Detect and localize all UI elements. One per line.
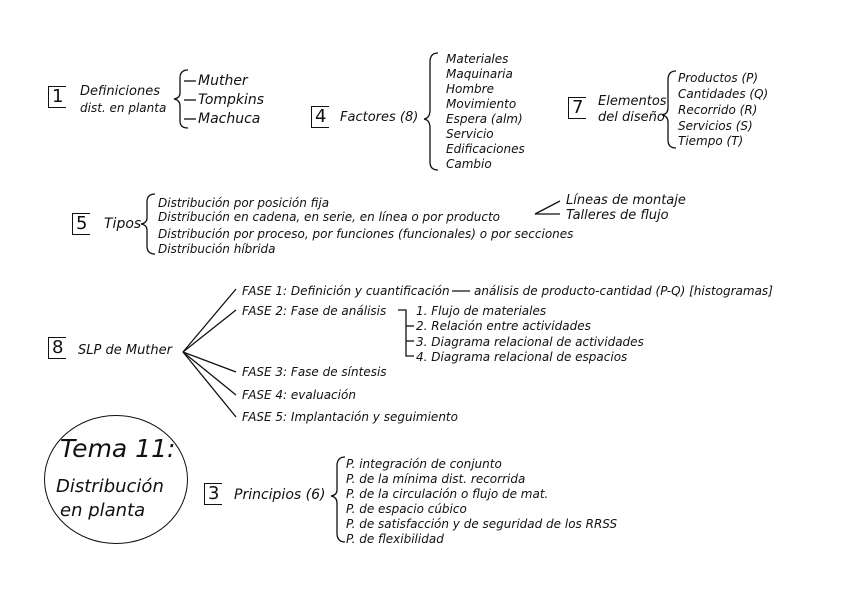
node-3-item: P. de satisfacción y de seguridad de los RRSS [346,517,618,531]
central-topic-title: Tema 11: [60,434,176,463]
node-5-subitem: Talleres de flujo [566,208,669,223]
node-3-label: Principios (6) [234,487,326,503]
central-topic-subtitle-1: Distribución [56,476,164,497]
fase-item: FASE 4: evaluación [242,388,356,402]
node-3-number: 3 [204,483,222,505]
central-topic-subtitle-2: en planta [60,500,146,521]
node-1-number: 1 [48,86,66,108]
fase-item: FASE 3: Fase de síntesis [242,365,387,379]
fase-2-item: 2. Relación entre actividades [416,319,591,333]
node-8-label: SLP de Muther [78,343,172,358]
node-4-item: Materiales [446,52,509,66]
node-1-label-2: dist. en planta [80,101,167,115]
node-7-number: 7 [568,97,586,119]
node-4-label: Factores (8) [340,110,419,125]
node-5-label: Tipos [104,216,142,232]
node-7-label-2: del diseño [598,110,665,125]
bracket-5 [141,194,155,254]
node-7-item: Recorrido (R) [678,103,758,117]
node-3-item: P. de flexibilidad [346,532,444,546]
bracket-3 [331,457,345,542]
node-3-item: P. de la mínima dist. recorrida [346,472,526,486]
fase-2-item: 3. Diagrama relacional de actividades [416,335,644,349]
node-7-item: Productos (P) [678,71,759,85]
node-4-item: Movimiento [446,97,517,111]
node-3-item: P. de la circulación o flujo de mat. [346,487,549,501]
node-4-item: Cambio [446,157,492,171]
node-8-number: 8 [48,337,66,359]
node-5-number: 5 [72,213,90,235]
fase-item: FASE 1: Definición y cuantificación [242,284,450,298]
node-5-item: Distribución por posición fija [158,196,330,210]
node-1-label-1: Definiciones [80,84,160,99]
node-4-item: Edificaciones [446,142,525,156]
fase-2-item: 1. Flujo de materiales [416,304,547,318]
node-7-item: Servicios (S) [678,119,753,133]
fase-item: FASE 2: Fase de análisis [242,304,387,318]
node-7-label-1: Elementos [598,94,667,109]
node-1-item: Machuca [198,111,261,127]
node-5-item: Distribución híbrida [158,242,276,256]
node-1-item: Tompkins [198,92,265,108]
node-4-number: 4 [311,106,329,128]
node-4-item: Maquinaria [446,67,513,81]
node-5-item: Distribución por proceso, por funciones (funcionales) o por secciones [158,227,574,241]
bracket-fase2 [398,310,414,356]
node-4-item: Servicio [446,127,494,141]
fase-2-item: 4. Diagrama relacional de espacios [416,350,628,364]
node-3-item: P. de espacio cúbico [346,502,467,516]
node-4-item: Espera (alm) [446,112,523,126]
node-5-subitem: Líneas de montaje [566,193,686,208]
node-5-item: Distribución en cadena, en serie, en línea o por producto [158,210,501,224]
fase-1-result: análisis de producto-cantidad (P-Q) [histogramas] [474,284,773,298]
bracket-4 [424,53,438,170]
node-7-item: Tiempo (T) [678,134,744,148]
node-3-item: P. integración de conjunto [346,457,502,471]
fase-item: FASE 5: Implantación y seguimiento [242,410,458,424]
node-7-item: Cantidades (Q) [678,87,769,101]
node-1-item: Muther [198,73,248,89]
node-4-item: Hombre [446,82,494,96]
